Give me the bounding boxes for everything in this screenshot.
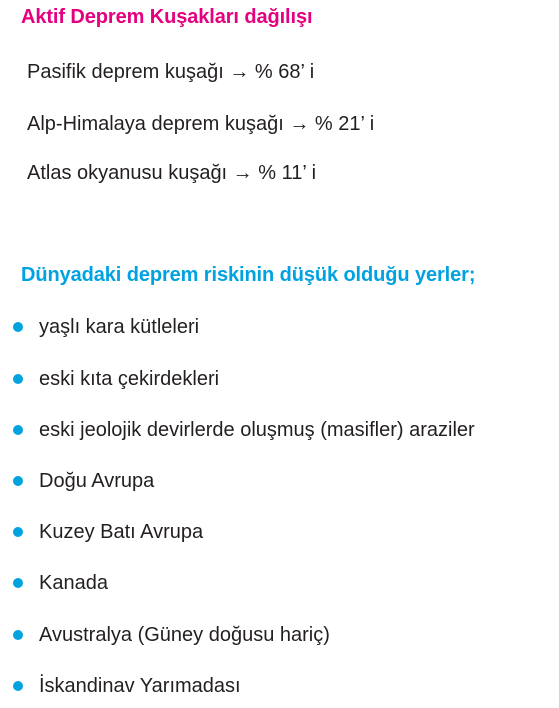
bullet-icon (13, 681, 23, 691)
list-item (13, 622, 330, 648)
list-item (13, 570, 108, 596)
bullet-icon (13, 374, 23, 384)
bullet-icon (13, 476, 23, 486)
list-item (13, 673, 241, 699)
section-title-low-risk-areas: Dünyadaki deprem riskinin düşük olduğu yerler; (21, 264, 476, 286)
list-item-text: yaşlı kara kütleleri (39, 315, 200, 338)
list-item (13, 314, 199, 340)
list-item-text: Kanada (39, 571, 108, 594)
belt-line-atlantic: Atlas okyanusu kuşağı → % 11’ i (27, 162, 317, 184)
list-item (13, 468, 154, 494)
section-title-active-belts: Aktif Deprem Kuşakları dağılışı (21, 6, 313, 28)
bullet-icon (13, 578, 23, 588)
list-item-text: Avustralya (Güney doğusu hariç) (39, 623, 330, 646)
belt-line-pacific: Pasifik deprem kuşağı → % 68’ i (27, 61, 315, 83)
belt-line-alp-himalaya: Alp-Himalaya deprem kuşağı → % 21’ i (27, 113, 375, 135)
list-item-text: Doğu Avrupa (39, 469, 155, 492)
bullet-icon (13, 322, 23, 332)
list-item (13, 519, 203, 545)
list-item-text: eski jeolojik devirlerde oluşmuş (masifler) araziler (39, 418, 475, 441)
list-item-text: İskandinav Yarımadası (39, 674, 241, 697)
list-item-text: Kuzey Batı Avrupa (39, 520, 204, 543)
list-item (13, 417, 475, 443)
bullet-icon (13, 425, 23, 435)
list-item (13, 366, 219, 392)
list-item-text: eski kıta çekirdekleri (39, 367, 220, 390)
bullet-icon (13, 630, 23, 640)
bullet-icon (13, 527, 23, 537)
